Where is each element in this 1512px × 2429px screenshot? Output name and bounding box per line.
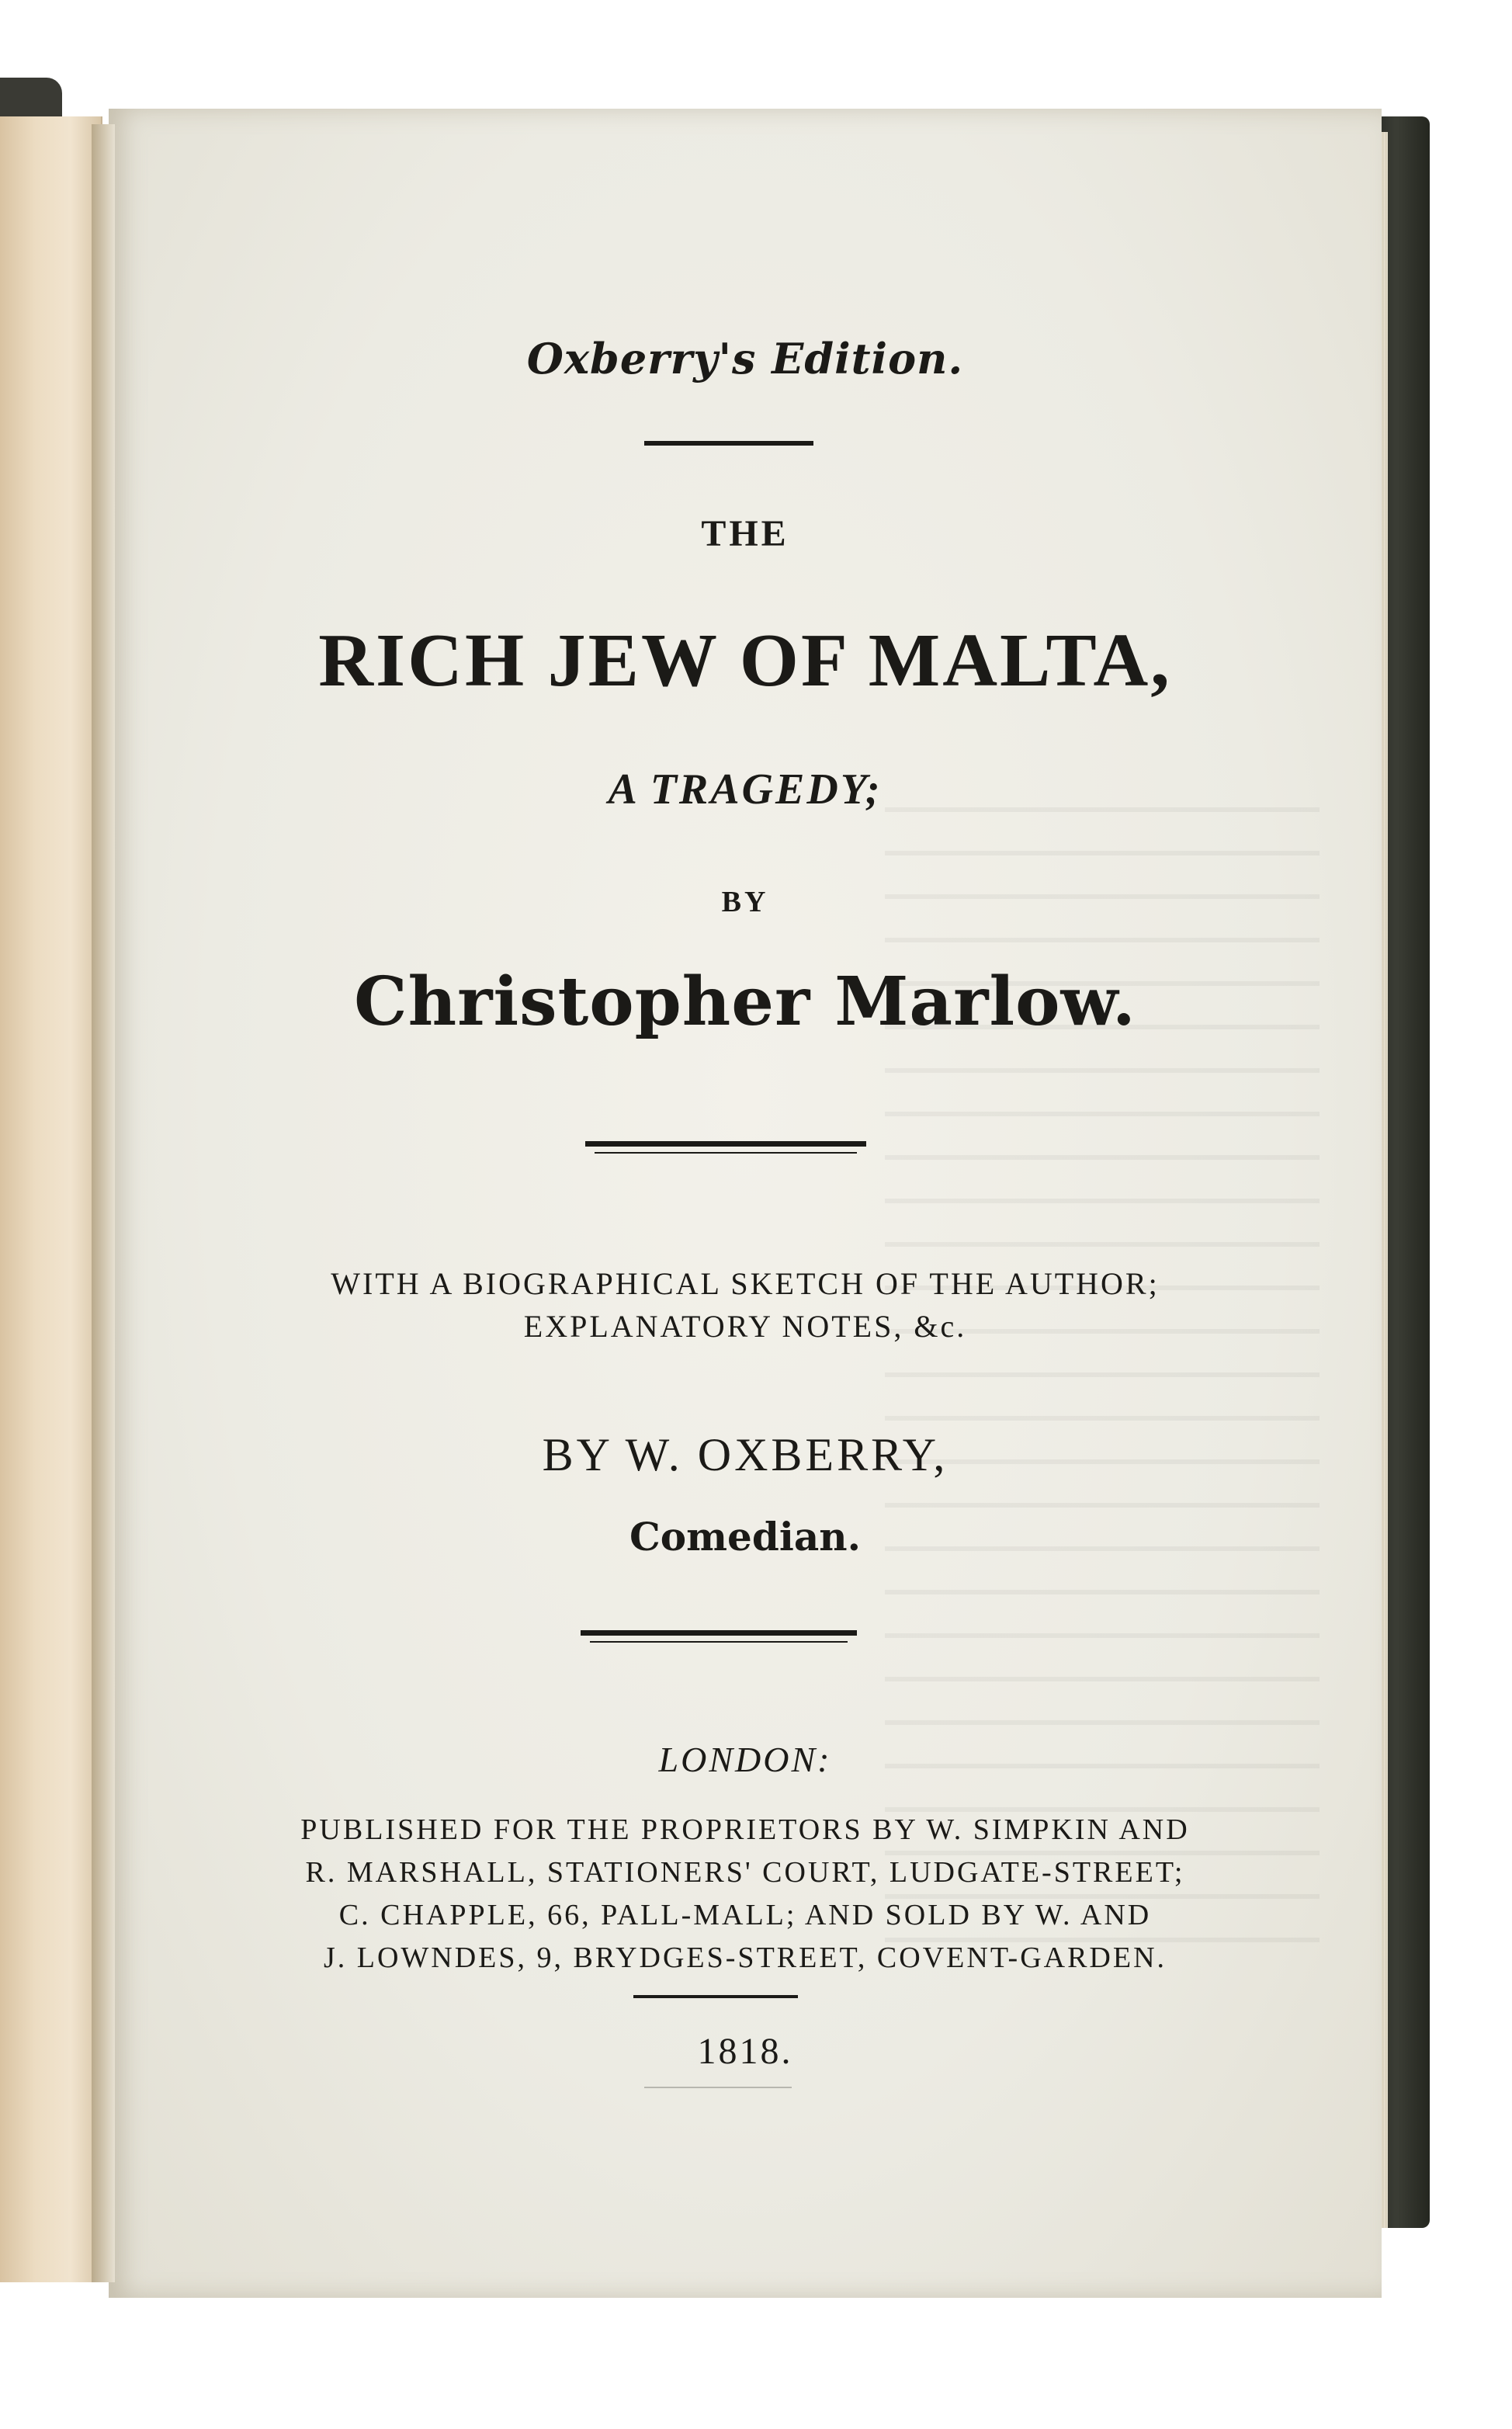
imprint-line: PUBLISHED FOR THE PROPRIETORS BY W. SIMPKIN AND: [300, 1813, 1190, 1846]
imprint-place: LONDON:: [658, 1740, 832, 1779]
imprint-line: C. CHAPPLE, 66, PALL-MALL; AND SOLD BY W. AND: [338, 1899, 1152, 1931]
book-subtitle: A TRAGEDY;: [608, 765, 883, 814]
show-through-rule: [644, 2087, 792, 2088]
edition-line: Oxberry's Edition.: [526, 334, 964, 383]
author-name: Christopher Marlow.: [354, 963, 1136, 1041]
rule-after-edition: [644, 441, 813, 446]
editor-line: BY W. OXBERRY,: [542, 1429, 948, 1480]
double-rule-thick: [585, 1141, 866, 1147]
contents-line-2: EXPLANATORY NOTES, &c.: [523, 1309, 967, 1344]
publication-year: 1818.: [697, 2031, 793, 2072]
imprint-line: J. LOWNDES, 9, BRYDGES-STREET, COVENT-GARDEN.: [323, 1941, 1167, 1974]
book-title: RICH JEW OF MALTA,: [318, 619, 1172, 703]
contents-line-1: WITH A BIOGRAPHICAL SKETCH OF THE AUTHOR;: [331, 1266, 1160, 1301]
double-rule-thin: [595, 1152, 857, 1154]
by-line: BY: [721, 886, 769, 918]
editor-role: Comedian.: [629, 1514, 861, 1560]
title-article: THE: [701, 513, 789, 554]
rule-before-year: [633, 1995, 798, 1998]
double-rule-thick-2: [581, 1630, 857, 1636]
imprint-line: R. MARSHALL, STATIONERS' COURT, LUDGATE-STREET;: [305, 1856, 1185, 1889]
left-page-edge: [0, 116, 102, 2282]
double-rule-thin-2: [590, 1641, 848, 1643]
title-page: [109, 109, 1382, 2298]
